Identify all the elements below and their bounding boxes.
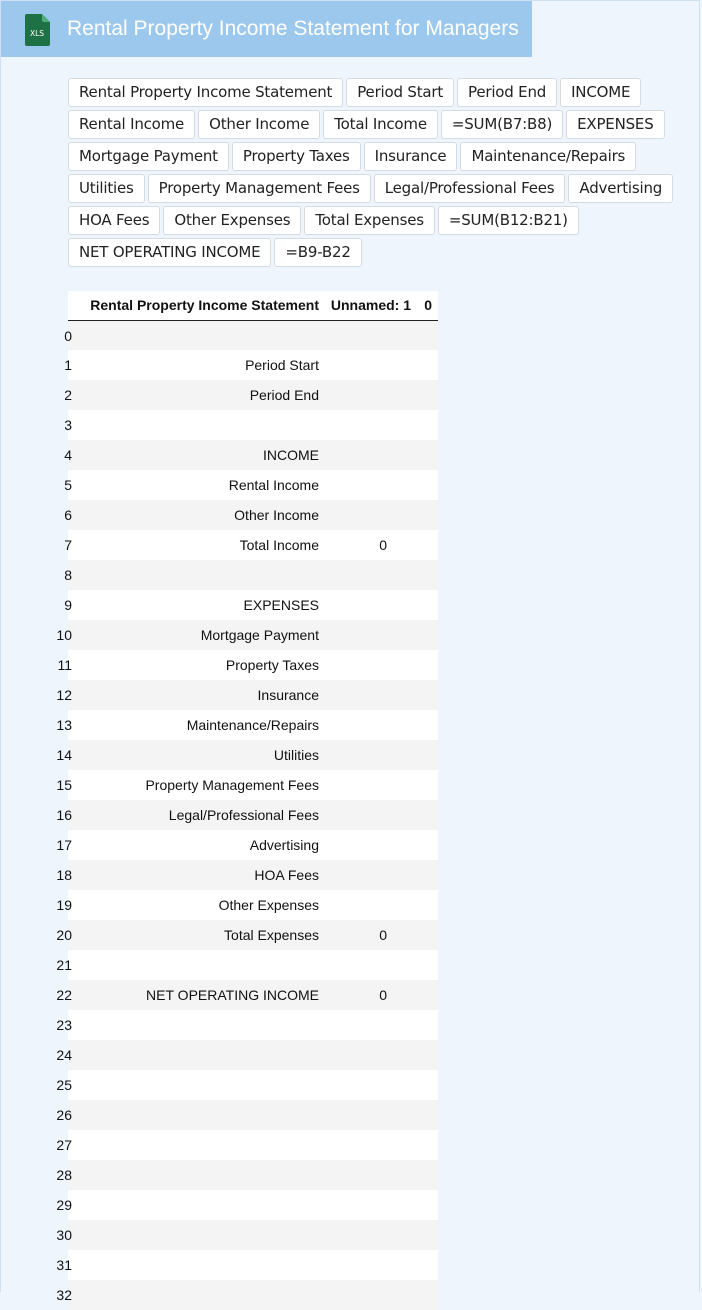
label-cell: INCOME bbox=[263, 447, 319, 463]
table-row bbox=[68, 470, 438, 500]
row-index-cell bbox=[56, 1250, 72, 1280]
empty-cell bbox=[417, 1010, 438, 1040]
row-index-cell bbox=[56, 1160, 72, 1190]
table-row bbox=[68, 620, 438, 650]
row-index: 7 bbox=[64, 537, 72, 553]
value-cell bbox=[325, 620, 417, 650]
label-cell: Period Start bbox=[245, 357, 319, 373]
label-cell: Legal/Professional Fees bbox=[168, 807, 319, 823]
row-index-cell bbox=[56, 680, 72, 710]
empty-cell bbox=[417, 590, 438, 620]
row-index-cell bbox=[64, 380, 72, 410]
value-cell bbox=[325, 680, 417, 710]
row-index-cell bbox=[56, 1070, 72, 1100]
table-row bbox=[68, 740, 438, 770]
table-row bbox=[68, 1070, 438, 1100]
value-cell bbox=[325, 1160, 417, 1190]
row-index-cell bbox=[56, 710, 72, 740]
value-cell bbox=[325, 1040, 417, 1070]
row-index: 25 bbox=[56, 1077, 72, 1093]
column-chip[interactable]: =SUM(B12:B21) bbox=[438, 206, 579, 235]
empty-cell bbox=[417, 950, 438, 980]
row-index: 14 bbox=[56, 747, 72, 763]
empty-cell bbox=[417, 1280, 438, 1310]
table-row bbox=[68, 800, 438, 830]
value-cell bbox=[325, 740, 417, 770]
row-index: 11 bbox=[57, 657, 72, 673]
data-table bbox=[56, 291, 438, 1310]
column-chip[interactable]: Rental Income bbox=[68, 110, 195, 139]
label-cell: Period End bbox=[249, 387, 319, 403]
row-index-cell bbox=[56, 1100, 72, 1130]
table-row bbox=[68, 1160, 438, 1190]
row-index: 8 bbox=[64, 567, 72, 583]
column-chip[interactable]: Maintenance/Repairs bbox=[460, 142, 636, 171]
empty-cell bbox=[417, 1100, 438, 1130]
row-index: 18 bbox=[56, 867, 72, 883]
column-chip[interactable]: Utilities bbox=[68, 174, 145, 203]
value-cell bbox=[325, 500, 417, 530]
label-cell bbox=[72, 1280, 325, 1310]
label-cell: Rental Income bbox=[228, 477, 319, 493]
empty-cell bbox=[417, 680, 438, 710]
table-row bbox=[68, 1280, 438, 1310]
row-index-cell bbox=[64, 470, 72, 500]
row-index: 31 bbox=[56, 1257, 72, 1273]
label-cell bbox=[72, 560, 325, 590]
value-cell bbox=[325, 560, 417, 590]
table-row bbox=[68, 680, 438, 710]
table-row bbox=[68, 410, 438, 440]
row-index-cell bbox=[56, 980, 72, 1010]
label-cell bbox=[72, 320, 325, 350]
table-row bbox=[68, 710, 438, 740]
row-index-cell bbox=[64, 440, 72, 470]
row-index: 29 bbox=[56, 1197, 72, 1213]
column-chip[interactable]: Total Expenses bbox=[304, 206, 434, 235]
table-row bbox=[68, 1010, 438, 1040]
column-chip[interactable]: INCOME bbox=[560, 78, 641, 107]
title-bar bbox=[1, 1, 532, 57]
row-index-cell bbox=[64, 590, 72, 620]
column-header-statement: Rental Property Income Statement bbox=[90, 297, 319, 314]
column-chip[interactable]: Period End bbox=[457, 78, 557, 107]
row-index: 16 bbox=[56, 807, 72, 823]
empty-cell bbox=[417, 530, 438, 560]
row-index: 30 bbox=[56, 1227, 72, 1243]
label-cell: EXPENSES bbox=[243, 597, 319, 613]
column-chip[interactable]: Insurance bbox=[364, 142, 458, 171]
label-cell: Insurance bbox=[257, 687, 319, 703]
empty-cell bbox=[417, 860, 438, 890]
row-index-cell bbox=[57, 650, 72, 680]
column-chip-list bbox=[68, 78, 688, 267]
row-index-cell bbox=[56, 1280, 72, 1310]
row-index-cell bbox=[64, 560, 72, 590]
column-chip[interactable]: =B9-B22 bbox=[274, 238, 361, 267]
row-index: 12 bbox=[56, 687, 72, 703]
label-cell: Other Income bbox=[234, 507, 319, 523]
empty-cell bbox=[417, 710, 438, 740]
row-index: 4 bbox=[64, 447, 72, 463]
empty-cell bbox=[417, 1250, 438, 1280]
value-cell bbox=[325, 950, 417, 980]
empty-cell bbox=[417, 1190, 438, 1220]
table-row bbox=[68, 1250, 438, 1280]
row-index: 17 bbox=[56, 837, 72, 853]
row-index: 5 bbox=[64, 477, 72, 493]
row-index: 26 bbox=[56, 1107, 72, 1123]
label-cell bbox=[72, 1040, 325, 1070]
label-cell bbox=[72, 1220, 325, 1250]
table-row bbox=[68, 500, 438, 530]
value-cell bbox=[325, 1280, 417, 1310]
value-cell bbox=[325, 1010, 417, 1040]
empty-cell bbox=[417, 470, 438, 500]
value-cell bbox=[325, 350, 417, 380]
table-row bbox=[68, 650, 438, 680]
value-cell: 0 bbox=[379, 987, 387, 1003]
row-index-cell bbox=[56, 1010, 72, 1040]
column-chip[interactable]: Property Management Fees bbox=[148, 174, 371, 203]
empty-cell bbox=[417, 650, 438, 680]
table-row bbox=[68, 350, 438, 380]
label-cell bbox=[72, 1250, 325, 1280]
value-cell bbox=[325, 320, 417, 350]
value-cell bbox=[325, 440, 417, 470]
row-index: 24 bbox=[56, 1047, 72, 1063]
row-index: 1 bbox=[64, 357, 72, 373]
column-chip[interactable]: HOA Fees bbox=[68, 206, 160, 235]
label-cell: Total Expenses bbox=[224, 927, 319, 943]
value-cell: 0 bbox=[379, 537, 387, 553]
row-index-cell bbox=[56, 1190, 72, 1220]
data-table-container[interactable] bbox=[56, 291, 438, 1303]
row-index-cell bbox=[64, 500, 72, 530]
label-cell: Maintenance/Repairs bbox=[186, 717, 319, 733]
table-row bbox=[68, 950, 438, 980]
row-index-cell bbox=[56, 920, 72, 950]
empty-cell bbox=[417, 620, 438, 650]
value-cell bbox=[325, 1130, 417, 1160]
table-row bbox=[68, 1100, 438, 1130]
table-row bbox=[68, 530, 438, 560]
row-index: 6 bbox=[64, 507, 72, 523]
row-index-cell bbox=[56, 620, 72, 650]
empty-cell bbox=[417, 560, 438, 590]
row-index-cell bbox=[56, 1130, 72, 1160]
label-cell: Total Income bbox=[239, 537, 319, 553]
column-chip[interactable]: Other Expenses bbox=[163, 206, 301, 235]
row-index-cell bbox=[56, 1220, 72, 1250]
empty-cell bbox=[417, 1040, 438, 1070]
table-header-row bbox=[68, 291, 438, 320]
row-index: 21 bbox=[56, 957, 72, 973]
table-row bbox=[68, 560, 438, 590]
row-index: 0 bbox=[64, 327, 72, 344]
row-index: 10 bbox=[56, 627, 72, 643]
excel-file-icon bbox=[23, 14, 51, 46]
label-cell bbox=[72, 950, 325, 980]
table-row bbox=[68, 1040, 438, 1070]
row-index: 3 bbox=[64, 417, 72, 433]
empty-cell bbox=[417, 320, 438, 350]
table-row bbox=[68, 770, 438, 800]
table-row bbox=[68, 830, 438, 860]
label-cell bbox=[72, 1070, 325, 1100]
empty-cell bbox=[417, 920, 438, 950]
column-chip[interactable]: Mortgage Payment bbox=[68, 142, 229, 171]
value-cell bbox=[325, 1220, 417, 1250]
value-cell bbox=[325, 410, 417, 440]
row-index-cell bbox=[56, 800, 72, 830]
empty-cell bbox=[417, 980, 438, 1010]
value-cell bbox=[325, 1250, 417, 1280]
empty-cell bbox=[417, 410, 438, 440]
empty-cell bbox=[417, 890, 438, 920]
row-index: 13 bbox=[56, 717, 72, 733]
empty-cell bbox=[417, 800, 438, 830]
empty-cell bbox=[417, 440, 438, 470]
label-cell: NET OPERATING INCOME bbox=[146, 987, 319, 1003]
column-header-unnamed: Unnamed: 1 bbox=[330, 297, 411, 314]
empty-cell bbox=[417, 830, 438, 860]
table-row bbox=[68, 590, 438, 620]
column-chip[interactable]: NET OPERATING INCOME bbox=[68, 238, 271, 267]
value-cell bbox=[325, 380, 417, 410]
value-cell bbox=[325, 830, 417, 860]
empty-cell bbox=[417, 770, 438, 800]
column-chip[interactable]: Property Taxes bbox=[232, 142, 361, 171]
row-index-cell bbox=[56, 890, 72, 920]
empty-cell bbox=[417, 380, 438, 410]
row-index-cell bbox=[56, 830, 72, 860]
table-row bbox=[68, 320, 438, 350]
row-index: 23 bbox=[56, 1017, 72, 1033]
column-chip[interactable]: Legal/Professional Fees bbox=[374, 174, 566, 203]
label-cell bbox=[72, 410, 325, 440]
table-row bbox=[68, 980, 438, 1010]
value-cell bbox=[325, 1100, 417, 1130]
table-row bbox=[68, 1190, 438, 1220]
row-index: 32 bbox=[56, 1287, 72, 1303]
row-index: 28 bbox=[56, 1167, 72, 1183]
row-index: 2 bbox=[64, 387, 72, 403]
row-index-cell bbox=[64, 320, 72, 350]
row-index: 22 bbox=[56, 987, 72, 1003]
empty-cell bbox=[417, 1070, 438, 1100]
row-index-cell bbox=[56, 950, 72, 980]
empty-cell bbox=[417, 740, 438, 770]
label-cell: Utilities bbox=[273, 747, 319, 763]
empty-cell bbox=[417, 1220, 438, 1250]
column-header-zero: 0 bbox=[424, 297, 432, 314]
value-cell bbox=[325, 800, 417, 830]
column-chip[interactable]: EXPENSES bbox=[566, 110, 664, 139]
label-cell: Property Management Fees bbox=[145, 777, 319, 793]
label-cell: Mortgage Payment bbox=[200, 627, 319, 643]
table-row bbox=[68, 860, 438, 890]
row-index-cell bbox=[56, 740, 72, 770]
row-index-cell bbox=[56, 860, 72, 890]
row-index-cell bbox=[64, 410, 72, 440]
column-chip[interactable]: =SUM(B7:B8) bbox=[441, 110, 563, 139]
empty-cell bbox=[417, 350, 438, 380]
label-cell: HOA Fees bbox=[254, 867, 319, 883]
page-title: Rental Property Income Statement for Managers bbox=[67, 17, 519, 40]
empty-cell bbox=[417, 1160, 438, 1190]
row-index-cell bbox=[56, 1040, 72, 1070]
value-cell bbox=[325, 860, 417, 890]
table-row bbox=[68, 890, 438, 920]
column-chip[interactable]: Rental Property Income Statement bbox=[68, 78, 343, 107]
value-cell bbox=[325, 470, 417, 500]
value-cell: 0 bbox=[379, 927, 387, 943]
label-cell bbox=[72, 1190, 325, 1220]
row-index: 9 bbox=[64, 597, 72, 613]
label-cell: Property Taxes bbox=[225, 657, 319, 673]
label-cell: Other Expenses bbox=[218, 897, 319, 913]
label-cell bbox=[72, 1130, 325, 1160]
value-cell bbox=[325, 770, 417, 800]
value-cell bbox=[325, 590, 417, 620]
table-row bbox=[68, 440, 438, 470]
table-row bbox=[68, 380, 438, 410]
value-cell bbox=[325, 1190, 417, 1220]
label-cell bbox=[72, 1100, 325, 1130]
value-cell bbox=[325, 710, 417, 740]
row-index: 20 bbox=[56, 927, 72, 943]
label-cell bbox=[72, 1160, 325, 1190]
empty-cell bbox=[417, 500, 438, 530]
row-index: 19 bbox=[56, 897, 72, 913]
value-cell bbox=[325, 890, 417, 920]
column-chip[interactable]: Total Income bbox=[323, 110, 438, 139]
file-icon-label: XLS bbox=[29, 29, 45, 38]
table-row bbox=[68, 1220, 438, 1250]
table-row bbox=[68, 920, 438, 950]
label-cell bbox=[72, 1010, 325, 1040]
value-cell bbox=[325, 1070, 417, 1100]
row-index: 27 bbox=[56, 1137, 72, 1153]
row-index-cell bbox=[64, 350, 72, 380]
empty-cell bbox=[417, 1130, 438, 1160]
column-chip[interactable]: Advertising bbox=[568, 174, 673, 203]
table-row bbox=[68, 1130, 438, 1160]
row-index: 15 bbox=[56, 777, 72, 793]
value-cell bbox=[325, 650, 417, 680]
column-chip[interactable]: Other Income bbox=[198, 110, 320, 139]
row-index-cell bbox=[64, 530, 72, 560]
column-chip[interactable]: Period Start bbox=[346, 78, 454, 107]
label-cell: Advertising bbox=[249, 837, 319, 853]
row-index-cell bbox=[56, 770, 72, 800]
